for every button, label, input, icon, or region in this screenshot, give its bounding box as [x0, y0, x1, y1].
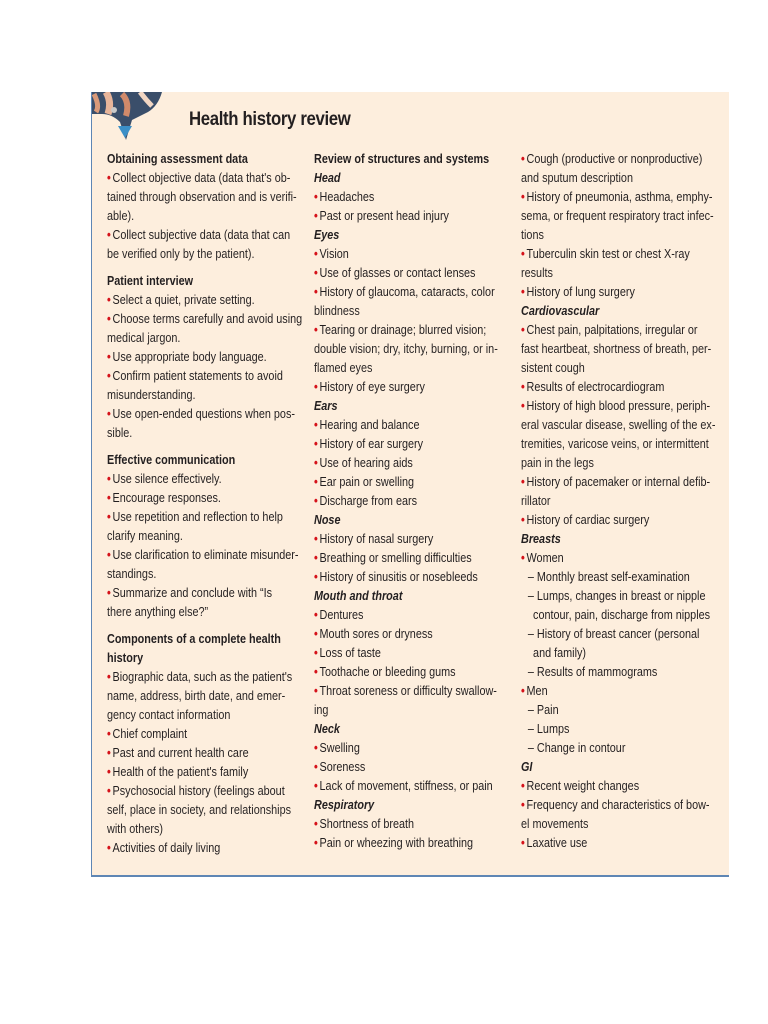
line-text: Eyes: [314, 228, 340, 242]
subsection-heading: [521, 530, 762, 549]
list-item: [107, 291, 348, 310]
bullet-icon: •: [521, 190, 525, 204]
line-text: Mouth sores or dryness: [319, 627, 433, 641]
line-text: tained through observation and is verifi-: [107, 190, 297, 204]
bullet-icon: •: [314, 684, 318, 698]
list-item-continued: [521, 264, 762, 283]
list-item-continued: [521, 359, 762, 378]
line-text: Confirm patient statements to avoid: [112, 369, 283, 383]
list-item: [107, 169, 348, 188]
line-text: Discharge from ears: [319, 494, 418, 508]
sub-list-item: [521, 587, 762, 606]
line-text: Soreness: [319, 760, 366, 774]
bullet-icon: •: [521, 551, 525, 565]
list-item: [521, 378, 762, 397]
line-text: pain in the legs: [521, 456, 594, 470]
list-item: [521, 321, 762, 340]
line-text: History of pacemaker or internal defib-: [526, 475, 711, 489]
line-text: History of glaucoma, cataracts, color: [319, 285, 495, 299]
bullet-icon: •: [314, 532, 318, 546]
list-item-continued: [107, 386, 348, 405]
line-text: Ear pain or swelling: [319, 475, 415, 489]
list-item: [314, 188, 555, 207]
list-item: [314, 644, 555, 663]
list-item-continued: [107, 527, 348, 546]
section-heading: [314, 150, 555, 169]
bullet-icon: •: [107, 586, 111, 600]
line-text: Men: [526, 684, 548, 698]
bullet-icon: •: [521, 684, 525, 698]
line-text: – Lumps: [527, 722, 570, 736]
bullet-icon: •: [314, 570, 318, 584]
bullet-icon: •: [314, 779, 318, 793]
list-item: [521, 473, 762, 492]
line-text: Women: [526, 551, 564, 565]
line-text: History of sinusitis or nosebleeds: [319, 570, 478, 584]
bullet-icon: •: [521, 798, 525, 812]
line-text: Shortness of breath: [319, 817, 415, 831]
list-item: [107, 839, 348, 858]
bullet-icon: •: [107, 350, 111, 364]
sub-list-item: [521, 663, 762, 682]
line-text: Head: [314, 171, 341, 185]
bullet-icon: •: [314, 494, 318, 508]
bullet-icon: •: [314, 456, 318, 470]
line-text: gency contact information: [107, 708, 231, 722]
list-item: [107, 584, 348, 603]
list-item: [314, 758, 555, 777]
list-item: [107, 725, 348, 744]
list-item-continued: [314, 302, 555, 321]
list-item: [314, 416, 555, 435]
line-text: Recent weight changes: [526, 779, 640, 793]
list-item: [521, 682, 762, 701]
list-item: [521, 549, 762, 568]
bullet-icon: •: [107, 510, 111, 524]
list-item: [107, 782, 348, 801]
line-text: tremities, varicose veins, or intermittent: [521, 437, 709, 451]
list-item: [107, 744, 348, 763]
line-text: misunderstanding.: [107, 388, 196, 402]
line-text: – Results of mammograms: [527, 665, 658, 679]
list-item: [314, 264, 555, 283]
line-text: Use repetition and reflection to help: [112, 510, 283, 524]
line-text: Chief complaint: [112, 727, 188, 741]
list-item: [314, 321, 555, 340]
list-item-continued: [314, 701, 555, 720]
list-item: [314, 663, 555, 682]
list-item-continued: [521, 416, 762, 435]
list-item: [521, 834, 762, 853]
line-text: – Monthly breast self-examination: [527, 570, 690, 584]
line-text: Mouth and throat: [314, 589, 403, 603]
bullet-icon: •: [107, 784, 111, 798]
list-item: [314, 283, 555, 302]
line-text: – Pain: [527, 703, 559, 717]
line-text: Obtaining assessment data: [107, 152, 248, 166]
list-item: [521, 796, 762, 815]
line-text: be verified only by the patient).: [107, 247, 255, 261]
line-text: Use of glasses or contact lenses: [319, 266, 476, 280]
line-text: and family): [533, 646, 587, 660]
list-item: [314, 549, 555, 568]
list-item: [314, 606, 555, 625]
list-item-continued: [107, 706, 348, 725]
bullet-icon: •: [314, 646, 318, 660]
line-text: able).: [107, 209, 135, 223]
section-heading: [107, 272, 348, 291]
line-text: Loss of taste: [319, 646, 381, 660]
list-item: [107, 546, 348, 565]
list-item-continued: [107, 820, 348, 839]
bullet-icon: •: [314, 836, 318, 850]
line-text: Results of electrocardiogram: [526, 380, 665, 394]
list-item: [314, 815, 555, 834]
line-text: Select a quiet, private setting.: [112, 293, 255, 307]
bullet-icon: •: [107, 312, 111, 326]
subsection-heading: [314, 226, 555, 245]
list-item-continued: [521, 340, 762, 359]
line-text: Health of the patient's family: [112, 765, 249, 779]
sub-list-item-continued: [521, 606, 762, 625]
bullet-icon: •: [314, 247, 318, 261]
line-text: medical jargon.: [107, 331, 181, 345]
line-text: Respiratory: [314, 798, 375, 812]
bullet-icon: •: [521, 513, 525, 527]
line-text: Collect subjective data (data that can: [112, 228, 291, 242]
list-item: [107, 405, 348, 424]
sub-list-item: [521, 568, 762, 587]
line-text: and sputum description: [521, 171, 633, 185]
list-item-continued: [107, 565, 348, 584]
subsection-heading: [314, 511, 555, 530]
line-text: Biographic data, such as the patient's: [112, 670, 293, 684]
list-item: [314, 739, 555, 758]
line-text: Frequency and characteristics of bow-: [526, 798, 710, 812]
bullet-icon: •: [107, 228, 111, 242]
line-text: Collect objective data (data that's ob-: [112, 171, 291, 185]
line-text: Breathing or smelling difficulties: [319, 551, 472, 565]
bullet-icon: •: [521, 779, 525, 793]
line-text: sible.: [107, 426, 133, 440]
line-text: Vision: [319, 247, 349, 261]
list-item: [107, 470, 348, 489]
list-item: [107, 226, 348, 245]
bullet-icon: •: [314, 475, 318, 489]
list-item: [521, 777, 762, 796]
line-text: clarify meaning.: [107, 529, 183, 543]
line-text: Cardiovascular: [521, 304, 600, 318]
list-item-continued: [107, 801, 348, 820]
line-text: history: [107, 651, 144, 665]
line-text: Past and current health care: [112, 746, 249, 760]
list-item: [314, 245, 555, 264]
line-text: Throat soreness or difficulty swallow-: [319, 684, 497, 698]
line-text: Effective communication: [107, 453, 236, 467]
list-item: [314, 207, 555, 226]
line-text: Swelling: [319, 741, 360, 755]
bullet-icon: •: [107, 293, 111, 307]
list-item: [107, 668, 348, 687]
bullet-icon: •: [107, 369, 111, 383]
list-item: [107, 310, 348, 329]
list-item-continued: [314, 359, 555, 378]
bullet-icon: •: [314, 266, 318, 280]
subsection-heading: [314, 169, 555, 188]
bullet-icon: •: [314, 323, 318, 337]
line-text: Tuberculin skin test or chest X-ray: [526, 247, 690, 261]
bullet-icon: •: [107, 746, 111, 760]
line-text: there anything else?”: [107, 605, 209, 619]
list-item: [521, 283, 762, 302]
bullet-icon: •: [521, 152, 525, 166]
line-text: contour, pain, discharge from nipples: [533, 608, 711, 622]
line-text: Headaches: [319, 190, 375, 204]
bullet-icon: •: [314, 551, 318, 565]
section-heading: [107, 150, 348, 169]
health-history-panel: [91, 92, 729, 877]
sub-list-item: [521, 701, 762, 720]
list-item: [107, 348, 348, 367]
bullet-icon: •: [107, 670, 111, 684]
list-item-continued: [107, 424, 348, 443]
list-item: [314, 625, 555, 644]
subsection-heading: [314, 796, 555, 815]
list-item: [107, 763, 348, 782]
bullet-icon: •: [314, 380, 318, 394]
list-item-continued: [521, 435, 762, 454]
bullet-icon: •: [314, 190, 318, 204]
line-text: Neck: [314, 722, 340, 736]
line-text: self, place in society, and relationships: [107, 803, 292, 817]
list-item: [107, 367, 348, 386]
line-text: – History of breast cancer (personal: [527, 627, 700, 641]
bullet-icon: •: [314, 760, 318, 774]
line-text: Pain or wheezing with breathing: [319, 836, 474, 850]
line-text: Ears: [314, 399, 338, 413]
sub-list-item-continued: [521, 644, 762, 663]
list-item: [314, 682, 555, 701]
line-text: Past or present head injury: [319, 209, 449, 223]
bullet-icon: •: [521, 399, 525, 413]
bullet-icon: •: [314, 627, 318, 641]
line-text: fast heartbeat, shortness of breath, per-: [521, 342, 712, 356]
line-text: Nose: [314, 513, 341, 527]
list-item-continued: [107, 245, 348, 264]
column-3: [521, 150, 761, 853]
bullet-icon: •: [521, 836, 525, 850]
sub-list-item: [521, 625, 762, 644]
subsection-heading: [521, 302, 762, 321]
line-text: Laxative use: [526, 836, 588, 850]
bullet-icon: •: [521, 323, 525, 337]
line-text: Use appropriate body language.: [112, 350, 267, 364]
stethoscope-illustration-icon: [92, 92, 164, 140]
line-text: Summarize and conclude with “Is: [112, 586, 273, 600]
list-item-continued: [107, 329, 348, 348]
list-item-continued: [521, 492, 762, 511]
line-text: sema, or frequent respiratory tract infec-: [521, 209, 714, 223]
list-item: [314, 834, 555, 853]
line-text: Choose terms carefully and avoid using: [112, 312, 303, 326]
list-item: [314, 473, 555, 492]
list-item: [314, 568, 555, 587]
line-text: Use open-ended questions when pos-: [112, 407, 295, 421]
sub-list-item: [521, 739, 762, 758]
line-text: Hearing and balance: [319, 418, 420, 432]
list-item: [314, 454, 555, 473]
column-1: [107, 150, 347, 858]
bullet-icon: •: [107, 171, 111, 185]
line-text: ing: [314, 703, 329, 717]
bullet-icon: •: [314, 741, 318, 755]
line-text: History of cardiac surgery: [526, 513, 650, 527]
bullet-icon: •: [521, 247, 525, 261]
bullet-icon: •: [521, 285, 525, 299]
bullet-icon: •: [107, 841, 111, 855]
bullet-icon: •: [107, 765, 111, 779]
list-item: [107, 508, 348, 527]
line-text: results: [521, 266, 553, 280]
line-text: name, address, birth date, and emer-: [107, 689, 286, 703]
list-item-continued: [107, 603, 348, 622]
list-item-continued: [521, 207, 762, 226]
line-text: standings.: [107, 567, 157, 581]
line-text: Dentures: [319, 608, 364, 622]
list-item-continued: [521, 169, 762, 188]
bullet-icon: •: [107, 472, 111, 486]
bullet-icon: •: [107, 491, 111, 505]
line-text: eral vascular disease, swelling of the ex-: [521, 418, 716, 432]
line-text: Patient interview: [107, 274, 194, 288]
line-text: Psychosocial history (feelings about: [112, 784, 285, 798]
line-text: – Change in contour: [527, 741, 626, 755]
line-text: tions: [521, 228, 544, 242]
list-item: [521, 397, 762, 416]
line-text: Review of structures and systems: [314, 152, 490, 166]
list-item: [314, 435, 555, 454]
line-text: Breasts: [521, 532, 561, 546]
list-item-continued: [107, 687, 348, 706]
line-text: Toothache or bleeding gums: [319, 665, 456, 679]
section-heading: [107, 649, 348, 668]
list-item: [314, 492, 555, 511]
line-text: History of eye surgery: [319, 380, 425, 394]
list-item: [107, 489, 348, 508]
bullet-icon: •: [314, 418, 318, 432]
bullet-icon: •: [314, 665, 318, 679]
bullet-icon: •: [521, 475, 525, 489]
line-text: Activities of daily living: [112, 841, 221, 855]
list-item-continued: [107, 207, 348, 226]
sub-list-item: [521, 720, 762, 739]
bullet-icon: •: [107, 727, 111, 741]
column-2: [314, 150, 554, 853]
line-text: Use of hearing aids: [319, 456, 413, 470]
section-heading: [107, 630, 348, 649]
line-text: blindness: [314, 304, 360, 318]
line-text: Use silence effectively.: [112, 472, 222, 486]
line-text: flamed eyes: [314, 361, 373, 375]
list-item-continued: [521, 226, 762, 245]
line-text: History of ear surgery: [319, 437, 424, 451]
bullet-icon: •: [314, 209, 318, 223]
list-item: [521, 245, 762, 264]
page-title: Health history review: [189, 108, 351, 130]
bullet-icon: •: [314, 437, 318, 451]
bullet-icon: •: [107, 407, 111, 421]
line-text: – Lumps, changes in breast or nipple: [527, 589, 706, 603]
subsection-heading: [314, 587, 555, 606]
line-text: Use clarification to eliminate misunder-: [112, 548, 299, 562]
subsection-heading: [314, 397, 555, 416]
line-text: GI: [521, 760, 533, 774]
line-text: double vision; dry, itchy, burning, or in-: [314, 342, 498, 356]
list-item: [314, 378, 555, 397]
line-text: History of pneumonia, asthma, emphy-: [526, 190, 713, 204]
line-text: History of lung surgery: [526, 285, 635, 299]
list-item-continued: [521, 454, 762, 473]
bullet-icon: •: [107, 548, 111, 562]
list-item-continued: [314, 340, 555, 359]
list-item: [521, 511, 762, 530]
subsection-heading: [521, 758, 762, 777]
line-text: el movements: [521, 817, 589, 831]
line-text: with others): [107, 822, 163, 836]
list-item-continued: [107, 188, 348, 207]
list-item-continued: [521, 815, 762, 834]
bullet-icon: •: [314, 608, 318, 622]
bullet-icon: •: [314, 817, 318, 831]
line-text: sistent cough: [521, 361, 585, 375]
bullet-icon: •: [314, 285, 318, 299]
bullet-icon: •: [521, 380, 525, 394]
section-heading: [107, 451, 348, 470]
list-item: [314, 530, 555, 549]
line-text: Cough (productive or nonproductive): [526, 152, 703, 166]
line-text: Chest pain, palpitations, irregular or: [526, 323, 698, 337]
line-text: rillator: [521, 494, 551, 508]
subsection-heading: [314, 720, 555, 739]
list-item: [521, 188, 762, 207]
list-item: [521, 150, 762, 169]
line-text: Encourage responses.: [112, 491, 221, 505]
line-text: History of high blood pressure, periph-: [526, 399, 711, 413]
line-text: Tearing or drainage; blurred vision;: [319, 323, 487, 337]
list-item: [314, 777, 555, 796]
line-text: Lack of movement, stiffness, or pain: [319, 779, 493, 793]
line-text: Components of a complete health: [107, 632, 281, 646]
line-text: History of nasal surgery: [319, 532, 434, 546]
